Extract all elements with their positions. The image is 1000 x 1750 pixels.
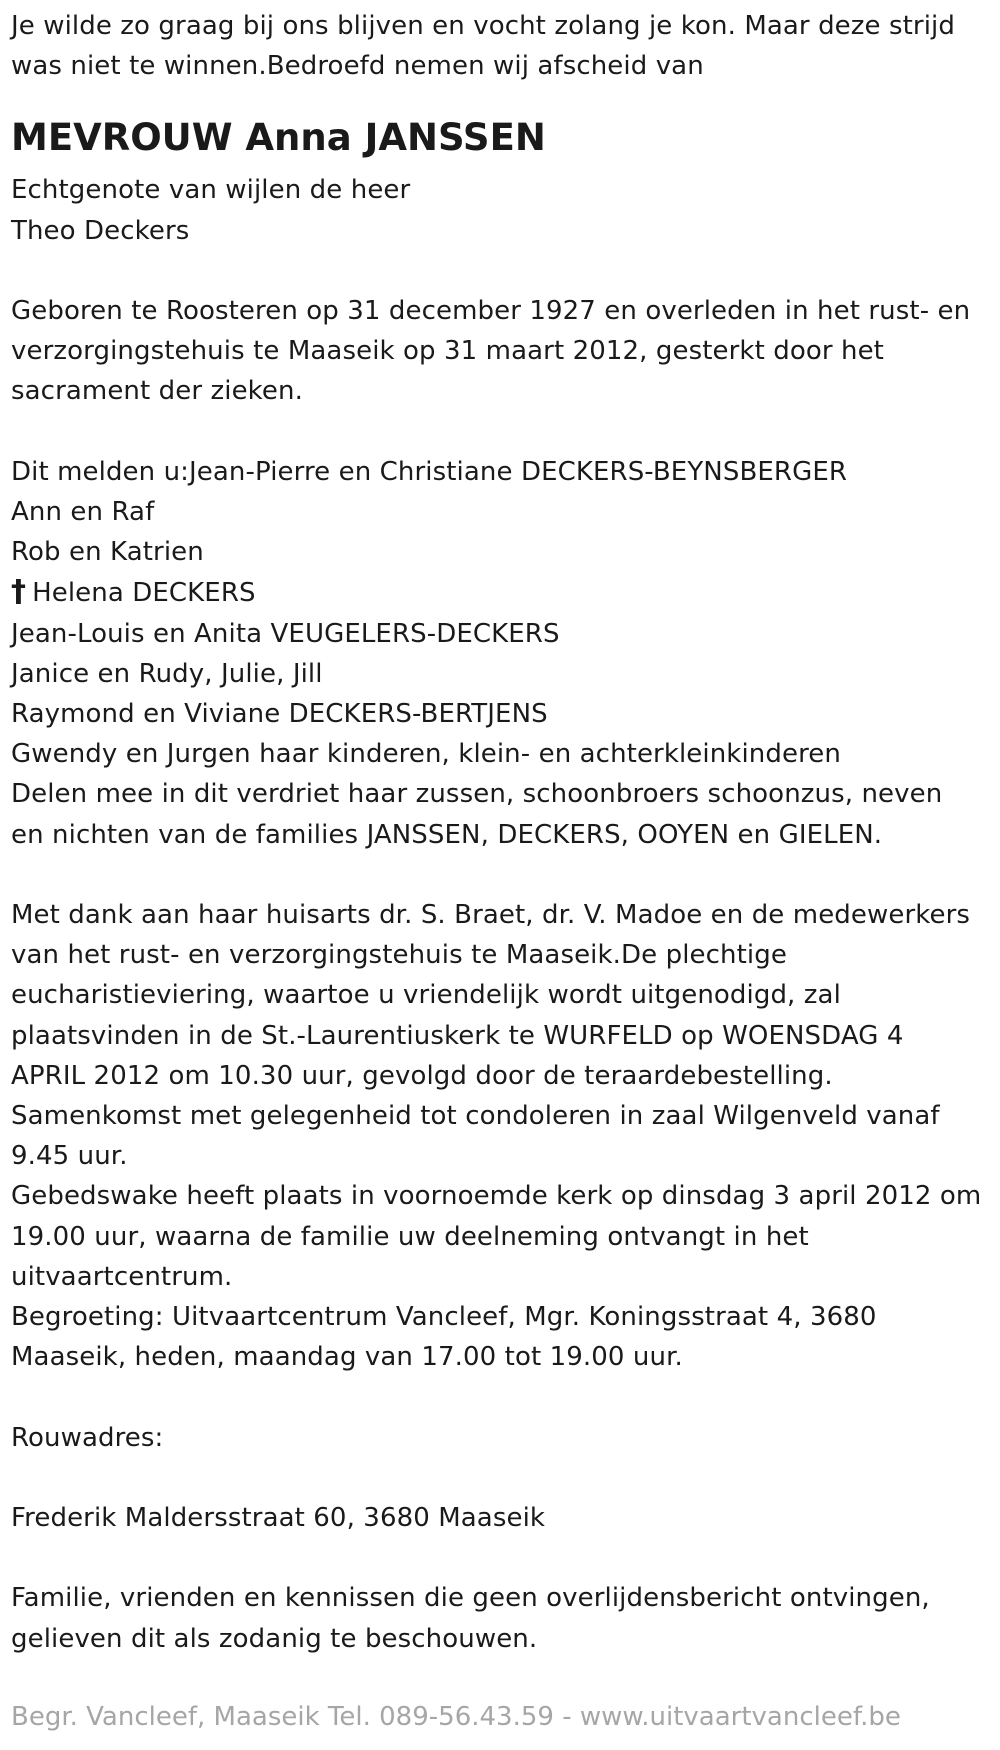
deceased-name: MEVROUW Anna JANSSEN [11,116,546,160]
service-line: 19.00 uur, waarna de familie uw deelneming ontvangt in het [11,1221,809,1252]
family-line-deceased [11,572,1000,613]
birth-death-line: Geboren te Roosteren op 31 december 1927 en overleden in het rust- en [11,296,971,326]
closing-line: Familie, vrienden en kennissen die geen overlijdensbericht ontvingen, [11,1583,930,1614]
address-value: Frederik Maldersstraat 60, 3680 Maaseik [11,1503,546,1534]
closing-line: gelieven dit als zodanig te beschouwen. [11,1623,538,1654]
intro-line: was niet te winnen.Bedroefd nemen wij afscheid van [11,51,704,82]
service-line: APRIL 2012 om 10.30 uur, gevolgd door de teraardebestelling. [11,1060,833,1091]
service-line: Maaseik, heden, maandag van 17.00 tot 19.00 uur. [11,1342,683,1373]
birth-death-line: sacrament der zieken. [11,376,303,407]
family-line: Dit melden u:Jean-Pierre en Christiane DECKERS-BEYNSBERGER [11,456,848,487]
spacer [11,1538,1000,1578]
service-line: plaatsvinden in de St.-Laurentiuskerk te WURFELD op WOENSDAG 4 [11,1020,904,1051]
footer-contact: Begr. Vancleef, Maaseik Tel. 089-56.43.59 - www.uitvaartvancleef.be [11,1702,901,1732]
service-paragraph [11,895,1000,1377]
family-line: Ann en Raf [11,497,155,527]
family-line: Jean-Louis en Anita VEUGELERS-DECKERS [11,618,560,649]
family-line: Rob en Katrien [11,537,204,568]
family-line: Gwendy en Jurgen haar kinderen, klein- en achterkleinkinderen [11,739,841,770]
service-line: Samenkomst met gelegenheid tot condoleren in zaal Wilgenveld vanaf [11,1101,940,1132]
address-label: Rouwadres: [11,1422,164,1453]
spacer [11,412,1000,452]
family-line: Raymond en Viviane DECKERS-BERTJENS [11,699,548,730]
spacer [11,1377,1000,1417]
service-line: eucharistieviering, waartoe u vriendelijk wordt uitgenodigd, zal [11,980,841,1011]
service-line: Begroeting: Uitvaartcentrum Vancleef, Mgr. Koningsstraat 4, 3680 [11,1302,877,1333]
family-line: en nichten van de families JANSSEN, DECKERS, OOYEN en GIELEN. [11,819,883,850]
service-line: uitvaartcentrum. [11,1261,233,1292]
spacer [11,855,1000,895]
spouse-name: Theo Deckers [11,215,190,246]
cross-icon: † [11,574,27,610]
birth-death-paragraph [11,291,1000,412]
spacer [11,1458,1000,1498]
service-line: 9.45 uur. [11,1141,128,1172]
family-list [11,452,1000,855]
birth-death-line: verzorgingstehuis te Maaseik op 31 maart 2012, gesterkt door het [11,336,884,367]
closing-paragraph [11,1578,1000,1658]
family-member-name: Helena DECKERS [32,578,256,609]
service-line: Gebedswake heeft plaats in voornoemde kerk op dinsdag 3 april 2012 om [11,1181,982,1212]
service-line: Met dank aan haar huisarts dr. S. Braet, dr. V. Madoe en de medewerkers [11,900,971,931]
family-line: Janice en Rudy, Julie, Jill [11,658,323,689]
spouse-block [11,170,1000,250]
spouse-line: Echtgenote van wijlen de heer [11,175,411,206]
service-line: van het rust- en verzorgingstehuis te Maaseik.De plechtige [11,940,787,971]
spacer [11,251,1000,291]
intro-line: Je wilde zo graag bij ons blijven en vocht zolang je kon. Maar deze strijd [11,11,955,41]
intro-paragraph [11,6,1000,86]
family-line: Delen mee in dit verdriet haar zussen, schoonbroers schoonzus, neven [11,779,943,810]
